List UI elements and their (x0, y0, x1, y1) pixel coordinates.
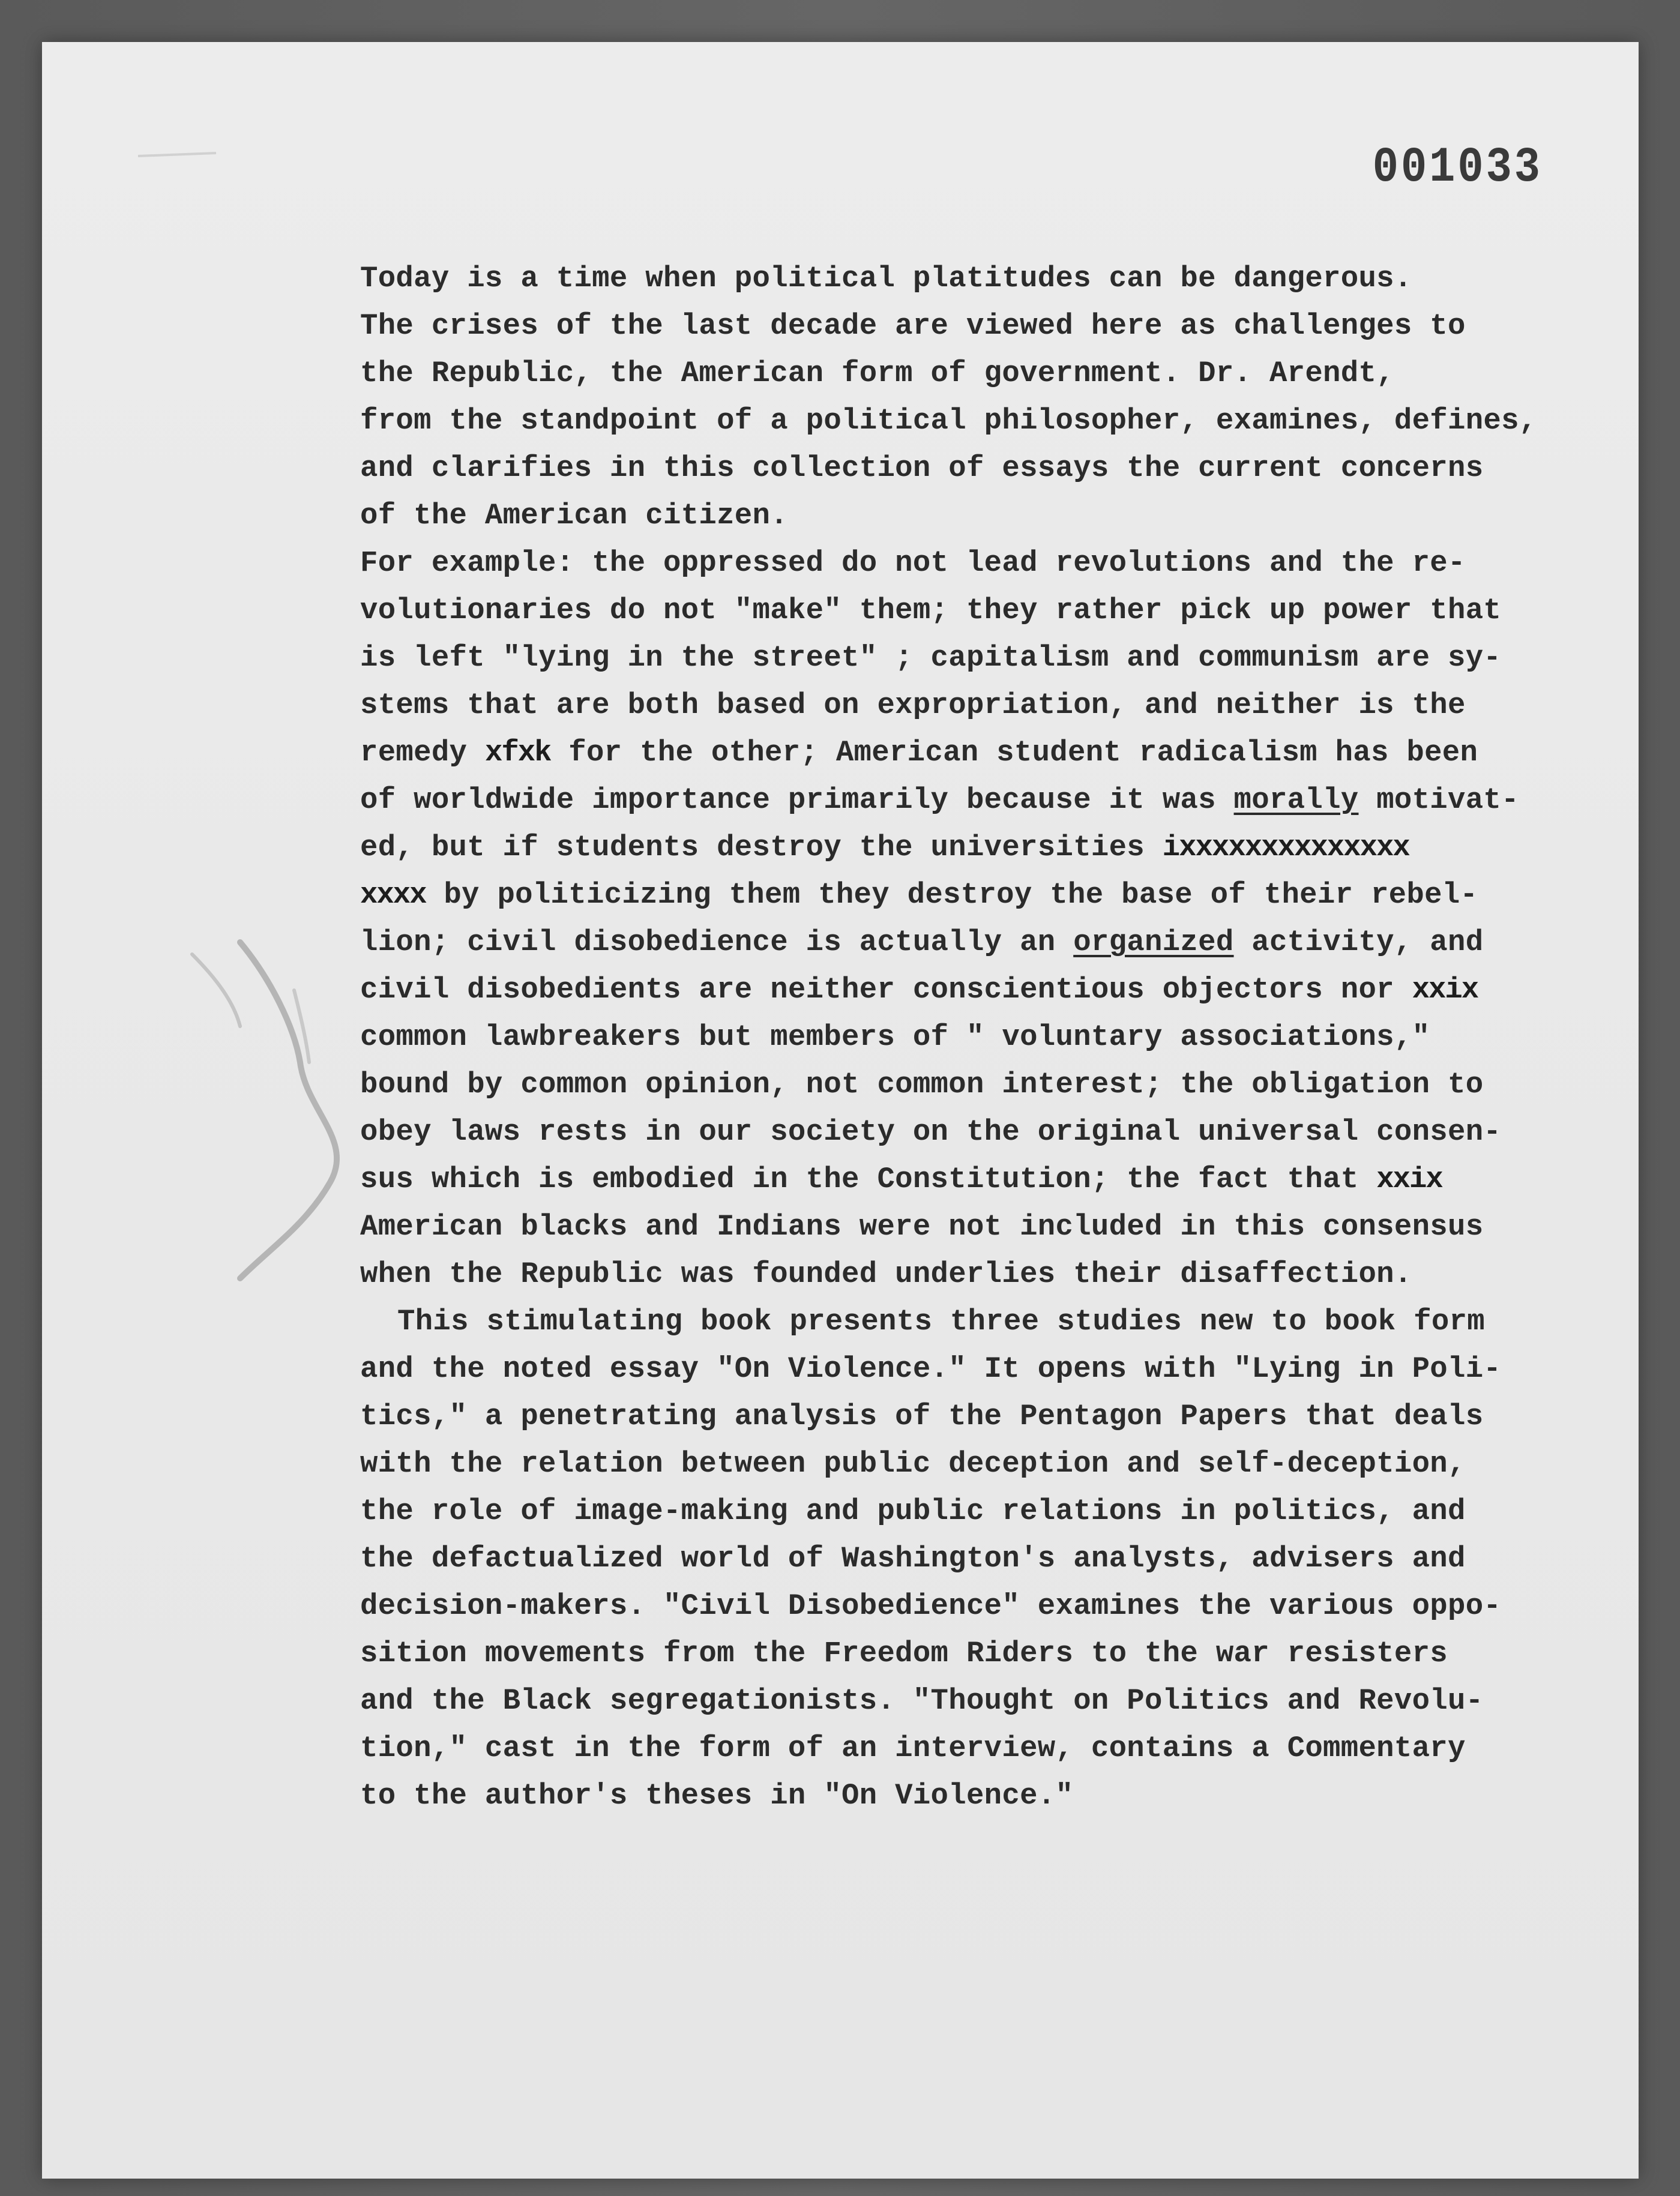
text-segment: activity, and (1233, 925, 1484, 959)
underlined-word: morally (1233, 783, 1359, 817)
text-line: This stimulating book presents three studies new to book form (397, 1305, 1485, 1338)
text-line: with the relation between public deception and self-deception, (360, 1447, 1466, 1481)
text-segment: of worldwide importance primarily because it was (360, 783, 1234, 817)
document-body (360, 255, 1627, 1820)
text-line: common lawbreakers but members of " voluntary associations," (360, 1020, 1430, 1054)
text-line: tion," cast in the form of an interview, contains a Commentary (360, 1731, 1466, 1765)
text-segment: motivat- (1358, 783, 1519, 817)
text-line: and clarifies in this collection of essays the current concerns (360, 451, 1484, 485)
text-line (360, 729, 1627, 777)
text-line: from the standpoint of a political philosopher, examines, defines, (360, 404, 1537, 438)
text-line (360, 824, 1627, 871)
text-line (360, 966, 1627, 1014)
struck-out-text: xfxk (484, 736, 551, 769)
text-line: bound by common opinion, not common interest; the obligation to (360, 1068, 1484, 1101)
text-line: tics," a penetrating analysis of the Pentagon Papers that deals (360, 1400, 1484, 1433)
text-line: of the American citizen. (360, 499, 788, 532)
text-segment: for the other; American student radicalism has been (550, 736, 1478, 769)
text-line: decision-makers. "Civil Disobedience" examines the various oppo- (360, 1589, 1502, 1623)
text-line: sition movements from the Freedom Riders to the war resisters (360, 1637, 1448, 1670)
text-line: when the Republic was founded underlies their disaffection. (360, 1257, 1412, 1291)
struck-out-text: xxix (1376, 1163, 1442, 1196)
text-line: volutionaries do not "make" them; they rather pick up power that (360, 594, 1502, 627)
text-line (360, 919, 1627, 966)
struck-out-text: xxix (1412, 973, 1478, 1006)
text-line (360, 777, 1627, 824)
text-segment: ed, but if students destroy the universities (360, 831, 1163, 864)
text-line: For example: the oppressed do not lead revolutions and the re- (360, 546, 1466, 580)
text-line: the defactualized world of Washington's analysts, advisers and (360, 1542, 1466, 1575)
text-line (360, 871, 1627, 919)
text-line: stems that are both based on expropriation, and neither is the (360, 688, 1466, 722)
text-line: to the author's theses in "On Violence." (360, 1779, 1074, 1812)
text-line: the role of image-making and public relations in politics, and (360, 1494, 1466, 1528)
text-line: American blacks and Indians were not included in this consensus (360, 1210, 1484, 1244)
struck-out-text: ixxxxxxxxxxxxxx (1162, 831, 1409, 864)
typed-page (42, 42, 1639, 2179)
text-line: and the Black segregationists. "Thought on Politics and Revolu- (360, 1684, 1484, 1718)
text-segment: civil disobedients are neither conscientious objectors nor (360, 973, 1412, 1006)
text-line (360, 1156, 1627, 1203)
text-segment: sus which is embodied in the Constitution; the fact that (360, 1163, 1377, 1196)
text-segment: remedy (360, 736, 485, 769)
text-line: Today is a time when political platitudes can be dangerous. (360, 262, 1412, 295)
text-line: the Republic, the American form of government. Dr. Arendt, (360, 356, 1394, 390)
document-number: 001033 (1372, 139, 1543, 196)
struck-out-text: xxxx (360, 878, 426, 912)
underlined-word: organized (1073, 925, 1234, 959)
text-line: and the noted essay "On Violence." It opens with "Lying in Poli- (360, 1352, 1502, 1386)
text-line: is left "lying in the street" ; capitalism and communism are sy- (360, 641, 1502, 675)
text-segment: by politicizing them they destroy the base of their rebel- (426, 878, 1478, 912)
text-line: The crises of the last decade are viewed here as challenges to (360, 309, 1466, 343)
text-segment: lion; civil disobedience is actually an (360, 925, 1074, 959)
text-line: obey laws rests in our society on the original universal consen- (360, 1115, 1502, 1149)
